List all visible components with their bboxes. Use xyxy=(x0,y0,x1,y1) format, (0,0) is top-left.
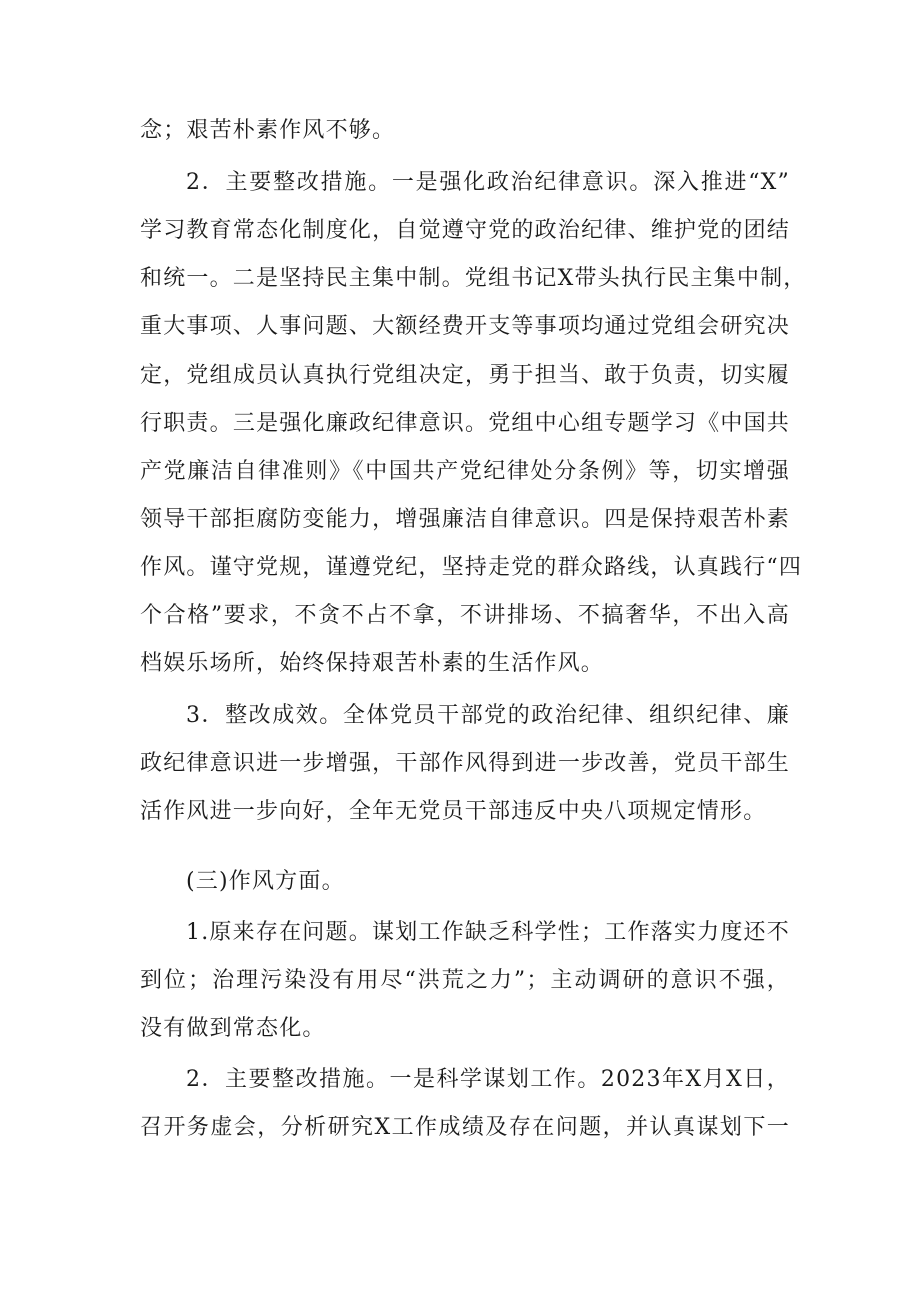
paragraph-line: 重大事项、人事问题、大额经费开支等事项均通过党组会研究决 xyxy=(140,314,790,339)
paragraph-line: 到位；治理污染没有用尽“洪荒之力”；主动调研的意识不强， xyxy=(140,968,790,993)
paragraph-line: 学习教育常态化制度化，自觉遵守党的政治纪律、维护党的团结 xyxy=(140,218,790,243)
paragraph-line: 念；艰苦朴素作风不够。 xyxy=(140,118,396,143)
paragraph-line: 3．整改成效。全体党员干部党的政治纪律、组织纪律、廉 xyxy=(186,703,790,728)
paragraph-line: 1.原来存在问题。谋划工作缺乏科学性；工作落实力度还不 xyxy=(186,920,790,945)
paragraph-line: 行职责。三是强化廉政纪律意识。党组中心组专题学习《中国共 xyxy=(140,411,790,436)
paragraph-line: 2．主要整改措施。一是强化政治纪律意识。深入推进“X” xyxy=(186,170,790,195)
paragraph-line: 个合格”要求，不贪不占不拿，不讲排场、不搞奢华，不出入高 xyxy=(140,603,790,628)
paragraph-line: 作风。谨守党规，谨遵党纪，坚持走党的群众路线，认真践行“四 xyxy=(140,555,803,580)
section-heading: (三)作风方面。 xyxy=(186,869,345,894)
paragraph-line: 定，党组成员认真执行党组决定，勇于担当、敢于负责，切实履 xyxy=(140,363,790,388)
paragraph-line: 2．主要整改措施。一是科学谋划工作。2023年X月X日， xyxy=(186,1067,790,1092)
paragraph-line: 和统一。二是坚持民主集中制。党组书记X带头执行民主集中制， xyxy=(140,266,807,291)
paragraph-line: 档娱乐场所，始终保持艰苦朴素的生活作风。 xyxy=(140,651,605,676)
paragraph-line: 活作风进一步向好，全年无党员干部违反中央八项规定情形。 xyxy=(140,799,767,824)
paragraph-line: 召开务虚会，分析研究X工作成绩及存在问题，并认真谋划下一 xyxy=(140,1115,790,1140)
paragraph-line: 领导干部拒腐防变能力，增强廉洁自律意识。四是保持艰苦朴素 xyxy=(140,507,790,532)
paragraph-line: 没有做到常态化。 xyxy=(140,1016,326,1041)
paragraph-line: 产党廉洁自律准则》《中国共产党纪律处分条例》等，切实增强 xyxy=(140,459,790,484)
paragraph-line: 政纪律意识进一步增强，干部作风得到进一步改善，党员干部生 xyxy=(140,751,790,776)
